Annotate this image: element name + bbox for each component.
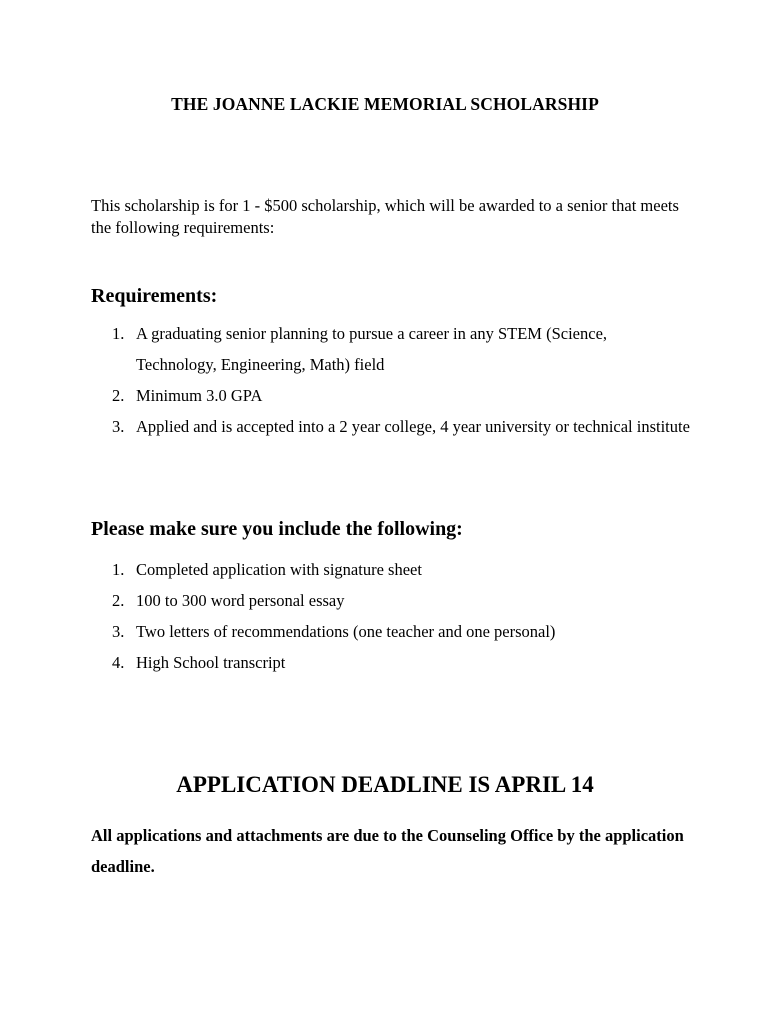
list-item-number: 1. <box>112 324 125 343</box>
intro-paragraph: This scholarship is for 1 - $500 scholarship, which will be awarded to a senior that meets the following requirements: <box>91 196 679 237</box>
list-item-text: High School transcript <box>136 653 286 672</box>
list-item <box>91 380 691 411</box>
list-item <box>91 647 691 678</box>
list-item-text: Two letters of recommendations (one teacher and one personal) <box>136 622 556 641</box>
list-item-number: 1. <box>112 560 125 579</box>
list-item <box>91 318 691 380</box>
deadline-note: All applications and attachments are due to the Counseling Office by the application deadline. <box>91 826 684 876</box>
list-item-number: 4. <box>112 653 125 672</box>
include-heading: Please make sure you include the following: <box>91 518 463 540</box>
list-item-text: Minimum 3.0 GPA <box>136 386 263 405</box>
list-item <box>91 585 691 616</box>
list-item-text: 100 to 300 word personal essay <box>136 591 345 610</box>
list-item-number: 2. <box>112 591 125 610</box>
deadline-heading: APPLICATION DEADLINE IS APRIL 14 <box>176 772 594 797</box>
list-item-number: 3. <box>112 417 125 436</box>
list-item-text: Applied and is accepted into a 2 year college, 4 year university or technical institute <box>136 417 690 436</box>
list-item-text: A graduating senior planning to pursue a career in any STEM (Science, Technology, Engineering, Math) field <box>136 324 608 374</box>
include-list <box>91 554 691 678</box>
list-item-text: Completed application with signature sheet <box>136 560 422 579</box>
list-item-number: 2. <box>112 386 125 405</box>
list-item <box>91 411 691 442</box>
list-item-number: 3. <box>112 622 125 641</box>
page-title: THE JOANNE LACKIE MEMORIAL SCHOLARSHIP <box>171 94 599 114</box>
requirements-list <box>91 318 691 442</box>
list-item <box>91 616 691 647</box>
list-item <box>91 554 691 585</box>
requirements-heading: Requirements: <box>91 285 218 307</box>
